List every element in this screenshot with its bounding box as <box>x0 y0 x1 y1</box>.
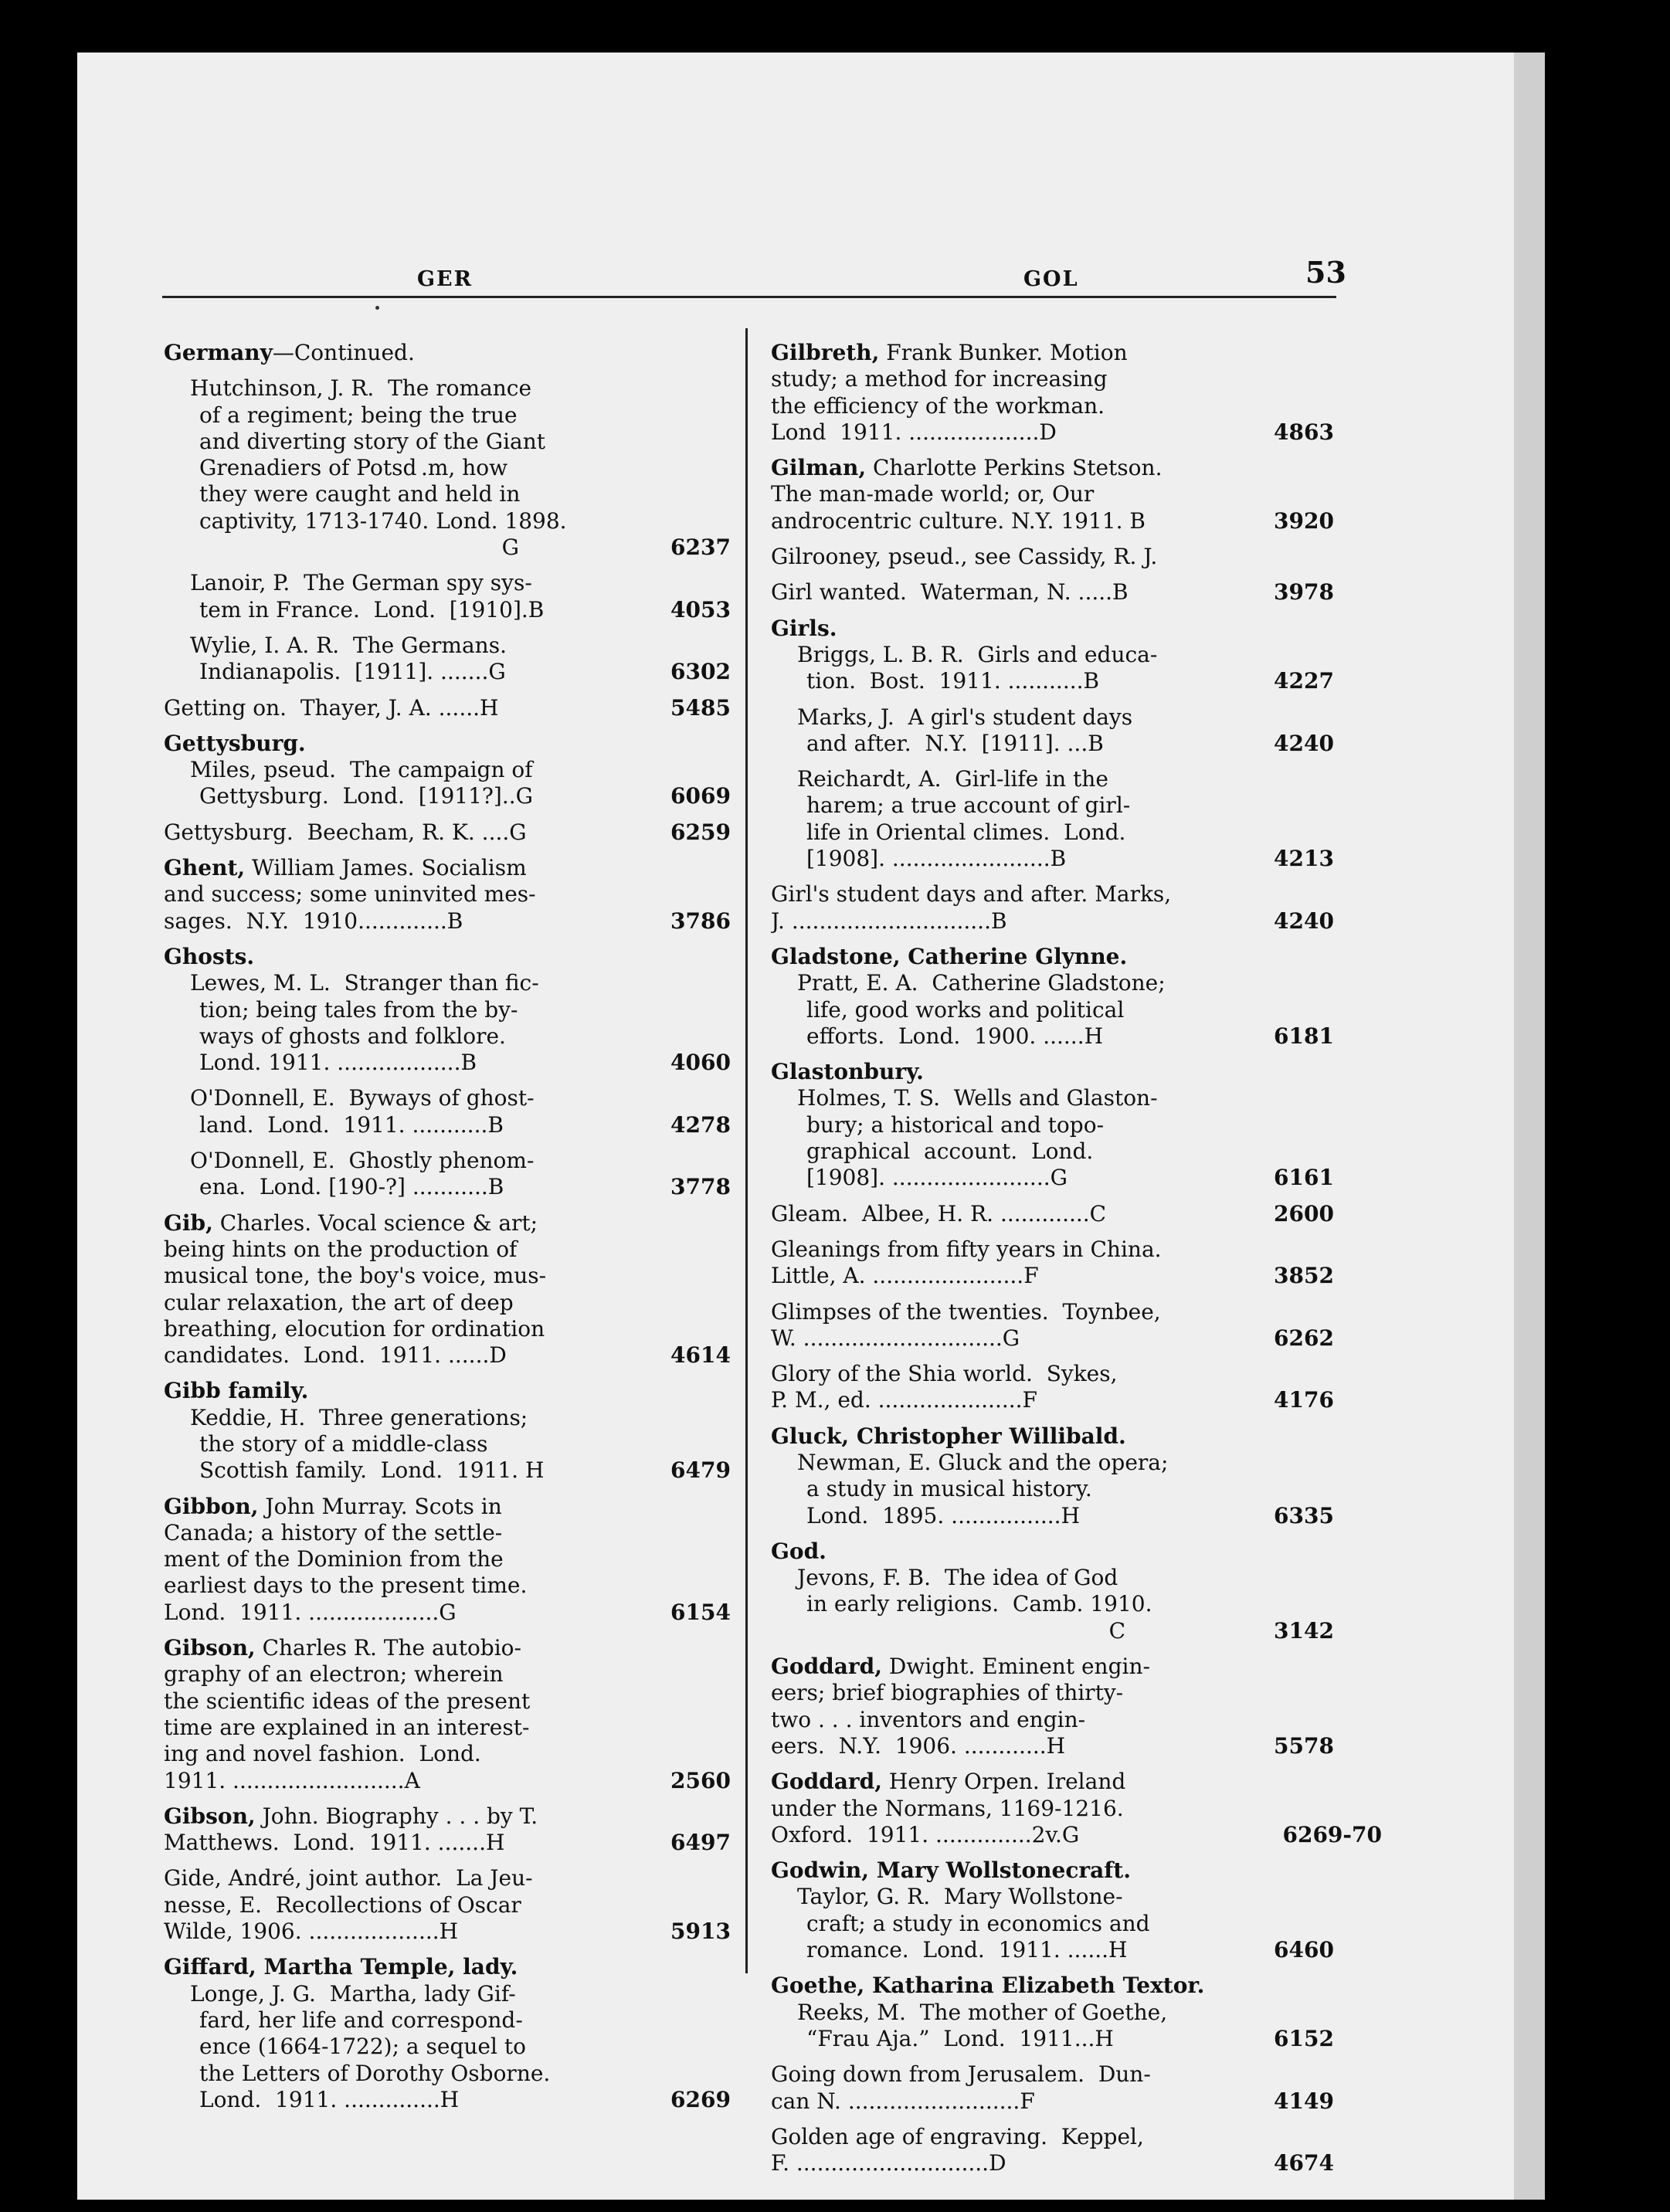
entry-line: the story of a middle-class <box>199 1430 488 1457</box>
entry-line: Lond 1911. ...................D <box>771 419 1057 445</box>
subject-heading: Giffard, Martha Temple, lady. <box>164 1954 518 1980</box>
index-entry <box>771 943 1334 1050</box>
entry-line: Gleanings from fifty years in China. <box>771 1236 1162 1262</box>
entry-line: the scientific ideas of the present <box>164 1688 531 1714</box>
entry-heading-line <box>164 340 624 366</box>
running-head-right: GOL <box>1023 267 1079 291</box>
entry-line: Scottish family. Lond. 1911. H <box>199 1457 545 1484</box>
index-entry <box>771 1538 1334 1644</box>
entry-line: Keddie, H. Three generations; <box>190 1404 528 1430</box>
index-entry <box>164 819 731 846</box>
call-number: 6497 <box>670 1830 731 1856</box>
entry-line: ways of ghosts and folklore. <box>199 1023 506 1049</box>
entry-line: tion; being tales from the by- <box>199 996 518 1023</box>
entry-line: Gleam. Albee, H. R. .............C <box>771 1200 1107 1226</box>
entry-heading-line <box>164 731 624 757</box>
subject-heading: Gibb family. <box>164 1378 309 1404</box>
entry-line: Lewes, M. L. Stranger than fic- <box>190 970 539 996</box>
entry-line: G <box>199 534 519 561</box>
index-column-left <box>164 340 731 2122</box>
entry-text: Dwight. Eminent engin- <box>881 1654 1150 1680</box>
entry-line: 1911. .........................A <box>164 1767 420 1793</box>
entry-line: of a regiment; being the true <box>199 402 518 428</box>
index-entry <box>771 1973 1334 2052</box>
entry-line: the efficiency of the workman. <box>771 392 1105 419</box>
entry-text: John Murray. Scots in <box>258 1493 502 1519</box>
entry-line: ing and novel fashion. Lond. <box>164 1741 481 1767</box>
call-number: 5578 <box>1274 1732 1334 1759</box>
index-entry <box>164 632 731 686</box>
entry-heading-line <box>771 616 1231 642</box>
entry-line: Lond. 1911. ..............H <box>199 2086 460 2112</box>
index-entry <box>771 1361 1334 1414</box>
subject-heading: Gluck, Christopher Willibald. <box>771 1423 1126 1449</box>
entry-line: C <box>806 1617 1126 1644</box>
call-number: 4674 <box>1274 2150 1334 2176</box>
index-entry <box>164 340 624 366</box>
entry-line: Wylie, I. A. R. The Germans. <box>190 632 507 658</box>
entry-line: being hints on the production of <box>164 1236 518 1262</box>
entry-line: Marks, J. A girl's student days <box>797 704 1133 730</box>
entry-line: Lond. 1911. ...................G <box>164 1599 457 1625</box>
index-entry <box>771 1423 1334 1529</box>
index-entry <box>771 704 1334 758</box>
index-entry <box>771 544 1231 570</box>
page-gutter-left <box>0 0 77 2212</box>
entry-line: [1908]. .......................B <box>806 846 1067 872</box>
index-entry <box>771 579 1334 606</box>
call-number: 4227 <box>1274 668 1334 694</box>
page-number: 53 <box>1305 255 1346 290</box>
call-number: 4240 <box>1274 730 1334 756</box>
entry-line: Oxford. 1911. ..............2v.G <box>771 1821 1080 1847</box>
entry-line: Grenadiers of Potsd .m, how <box>199 455 508 481</box>
call-number: 6302 <box>670 659 731 685</box>
entry-line: harem; a true account of girl- <box>806 792 1131 819</box>
entry-line: nesse, E. Recollections of Oscar <box>164 1891 521 1918</box>
index-entry <box>771 1298 1334 1352</box>
call-number: 4240 <box>1274 908 1334 934</box>
entry-line: life, good works and political <box>806 996 1125 1023</box>
entry-heading-line <box>164 1210 624 1237</box>
entry-text: —Continued. <box>272 340 415 365</box>
entry-heading-line <box>164 1803 624 1830</box>
call-number: 4176 <box>1274 1387 1334 1413</box>
call-number: 3978 <box>1274 579 1334 606</box>
entry-line: J. .............................B <box>771 908 1007 934</box>
entry-line: Reichardt, A. Girl-life in the <box>797 766 1108 792</box>
subject-heading: Germany <box>164 340 273 365</box>
entry-line: earliest days to the present time. <box>164 1572 528 1599</box>
entry-heading-line <box>164 1494 624 1520</box>
entry-line: sages. N.Y. 1910.............B <box>164 908 463 934</box>
call-number: 4060 <box>670 1050 731 1076</box>
index-entry <box>164 1954 731 2113</box>
entry-line: eers; brief biographies of thirty- <box>771 1680 1124 1706</box>
entry-line: F. ............................D <box>771 2150 1006 2176</box>
subject-heading: Gibson, <box>164 1635 256 1661</box>
entry-line: candidates. Lond. 1911. ......D <box>164 1342 507 1369</box>
subject-heading: Glastonbury. <box>771 1059 924 1085</box>
entry-line: androcentric culture. N.Y. 1911. B <box>771 507 1146 534</box>
entry-line: Lond. 1895. ................H <box>806 1502 1080 1528</box>
entry-heading-line <box>164 1378 624 1404</box>
entry-line: eers. N.Y. 1906. ............H <box>771 1732 1066 1759</box>
entry-line: tion. Bost. 1911. ...........B <box>806 668 1100 694</box>
entry-heading-line <box>771 1973 1231 1999</box>
entry-heading-line <box>164 1954 624 1980</box>
call-number: 6479 <box>670 1457 731 1484</box>
subject-heading: Gibbon, <box>164 1493 259 1519</box>
entry-line: efforts. Lond. 1900. ......H <box>806 1023 1104 1049</box>
index-entry <box>164 694 731 721</box>
subject-heading: Ghent, <box>164 855 246 881</box>
index-entry <box>164 1865 731 1945</box>
subject-heading: Goddard, <box>771 1654 882 1680</box>
call-number: 6181 <box>1274 1023 1334 1049</box>
index-column-right <box>771 340 1382 2186</box>
entry-heading-line <box>771 1423 1231 1450</box>
entry-line: Gilrooney, pseud., see Cassidy, R. J. <box>771 544 1158 570</box>
call-number: 6161 <box>1274 1165 1334 1191</box>
entry-line: cular relaxation, the art of deep <box>164 1289 514 1315</box>
entry-line: ena. Lond. [190-?] ...........B <box>199 1174 504 1200</box>
entry-line: O'Donnell, E. Ghostly phenom- <box>190 1148 535 1174</box>
entry-line: they were caught and held in <box>199 481 521 507</box>
call-number: 6262 <box>1274 1325 1334 1351</box>
entry-line: Glory of the Shia world. Sykes, <box>771 1361 1118 1387</box>
subject-heading: Godwin, Mary Wollstonecraft. <box>771 1857 1131 1884</box>
entry-line: Reeks, M. The mother of Goethe, <box>797 1999 1168 2025</box>
index-entry <box>164 1085 731 1138</box>
entry-line: can N. .........................F <box>771 2088 1035 2114</box>
entry-heading-line <box>164 1635 624 1661</box>
entry-line: P. M., ed. .....................F <box>771 1387 1037 1413</box>
entry-line: land. Lond. 1911. ...........B <box>199 1111 504 1138</box>
index-entry <box>771 615 1334 695</box>
entry-line: Jevons, F. B. The idea of God <box>797 1565 1118 1591</box>
running-head-left: GER <box>417 267 474 291</box>
index-entry <box>771 1059 1334 1191</box>
index-entry <box>164 730 731 810</box>
call-number: 4053 <box>670 596 731 623</box>
ink-dot <box>375 306 379 310</box>
entry-line: the Letters of Dorothy Osborne. <box>199 2060 551 2086</box>
call-number: 6269-70 <box>1282 1821 1382 1847</box>
entry-line: two . . . inventors and engin- <box>771 1706 1086 1732</box>
entry-text: Charles R. The autobio- <box>255 1635 521 1661</box>
entry-line: breathing, elocution for ordination <box>164 1315 545 1342</box>
index-entry <box>164 375 731 561</box>
entry-line: ment of the Dominion from the <box>164 1546 504 1572</box>
call-number: 3920 <box>1274 507 1334 534</box>
index-entry <box>771 340 1334 446</box>
entry-line: and success; some uninvited mes- <box>164 881 536 908</box>
index-entry <box>771 1769 1382 1848</box>
entry-text: Charles. Vocal science & art; <box>212 1209 538 1236</box>
entry-heading-line <box>771 1857 1231 1884</box>
index-entry <box>164 570 731 623</box>
entry-line: Holmes, T. S. Wells and Glaston- <box>797 1085 1158 1111</box>
entry-text: Frank Bunker. Motion <box>879 340 1128 365</box>
entry-text: William James. Socialism <box>245 855 527 881</box>
call-number: 6069 <box>670 783 731 809</box>
call-number: 4278 <box>670 1111 731 1138</box>
subject-heading: Ghosts. <box>164 943 255 969</box>
index-entry <box>164 1209 731 1369</box>
entry-line: life in Oriental climes. Lond. <box>806 819 1126 845</box>
entry-line: a study in musical history. <box>806 1476 1092 1502</box>
entry-line: Indianapolis. [1911]. .......G <box>199 659 506 685</box>
index-entry <box>164 1635 731 1794</box>
entry-line: Matthews. Lond. 1911. .......H <box>164 1830 505 1856</box>
entry-line: under the Normans, 1169-1216. <box>771 1795 1124 1821</box>
entry-line: bury; a historical and topo- <box>806 1111 1105 1138</box>
call-number: 2560 <box>670 1767 731 1793</box>
entry-line: Wilde, 1906. ...................H <box>164 1919 459 1945</box>
entry-line: Girl's student days and after. Marks, <box>771 881 1172 908</box>
call-number: 6460 <box>1274 1937 1334 1963</box>
entry-line: ence (1664-1722); a sequel to <box>199 2034 526 2060</box>
call-number: 4614 <box>670 1342 731 1369</box>
call-number: 4149 <box>1274 2088 1334 2114</box>
entry-text: Charlotte Perkins Stetson. <box>866 455 1163 481</box>
index-entry <box>164 1378 731 1484</box>
subject-heading: Girls. <box>771 615 837 641</box>
entry-line: Gide, André, joint author. La Jeu- <box>164 1865 533 1891</box>
index-entry <box>164 1493 731 1626</box>
call-number: 6152 <box>1274 2025 1334 2051</box>
entry-line: Golden age of engraving. Keppel, <box>771 2123 1144 2149</box>
index-entry <box>164 855 731 935</box>
entry-line: and after. N.Y. [1911]. ...B <box>806 730 1104 756</box>
entry-line: Newman, E. Gluck and the opera; <box>797 1449 1169 1475</box>
entry-heading-line <box>771 455 1231 481</box>
entry-line: Pratt, E. A. Catherine Gladstone; <box>797 970 1166 996</box>
entry-line: [1908]. .......................G <box>806 1165 1068 1191</box>
entry-line: Miles, pseud. The campaign of <box>190 757 533 783</box>
entry-line: Lond. 1911. ..................B <box>199 1050 477 1076</box>
entry-line: Canada; a history of the settle- <box>164 1519 503 1545</box>
entry-line: Girl wanted. Waterman, N. .....B <box>771 579 1129 606</box>
entry-heading-line <box>771 1539 1231 1565</box>
subject-heading: Gib, <box>164 1209 213 1236</box>
call-number: 3786 <box>670 908 731 934</box>
call-number: 4863 <box>1274 419 1334 445</box>
entry-heading-line <box>771 1769 1231 1795</box>
index-entry <box>771 1200 1334 1227</box>
subject-heading: Gladstone, Catherine Glynne. <box>771 943 1128 969</box>
call-number: 6259 <box>670 819 731 845</box>
entry-line: Lanoir, P. The German spy sys- <box>190 570 532 596</box>
subject-heading: Gibson, <box>164 1803 256 1829</box>
call-number: 3852 <box>1274 1263 1334 1289</box>
subject-heading: Goethe, Katharina Elizabeth Textor. <box>771 1973 1205 1999</box>
entry-line: fard, her life and correspond- <box>199 2007 523 2033</box>
index-entry <box>771 2061 1334 2115</box>
column-divider <box>745 328 748 1973</box>
index-entry <box>164 943 731 1076</box>
index-entry <box>771 881 1334 935</box>
index-entry <box>771 1236 1334 1290</box>
entry-heading-line <box>771 944 1231 970</box>
entry-line: Gettysburg. Beecham, R. K. ....G <box>164 819 527 845</box>
entry-line: Little, A. ......................F <box>771 1263 1039 1289</box>
entry-line: tem in France. Lond. [1910].B <box>199 596 545 623</box>
entry-line: “Frau Aja.” Lond. 1911...H <box>806 2025 1114 2051</box>
call-number: 6335 <box>1274 1502 1334 1528</box>
header-rule <box>162 296 1336 298</box>
call-number: 4213 <box>1274 846 1334 872</box>
subject-heading: God. <box>771 1538 827 1564</box>
entry-line: time are explained in an interest- <box>164 1714 530 1740</box>
entry-text: John. Biography . . . by T. <box>255 1803 538 1829</box>
entry-line: craft; a study in economics and <box>806 1910 1150 1936</box>
call-number: 5913 <box>670 1919 731 1945</box>
entry-line: romance. Lond. 1911. ......H <box>806 1937 1128 1963</box>
entry-line: and diverting story of the Giant <box>199 428 546 454</box>
index-entry <box>771 2123 1334 2177</box>
entry-line: Gettysburg. Lond. [1911?]..G <box>199 783 533 809</box>
entry-heading-line <box>164 944 624 970</box>
entry-line: Taylor, G. R. Mary Wollstone- <box>797 1884 1123 1910</box>
subject-heading: Gettysburg. <box>164 730 306 756</box>
entry-line: W. .............................G <box>771 1325 1020 1351</box>
call-number: 2600 <box>1274 1200 1334 1226</box>
index-entry <box>164 1803 731 1857</box>
call-number: 3778 <box>670 1174 731 1200</box>
entry-line: musical tone, the boy's voice, mus- <box>164 1263 547 1289</box>
entry-line: Glimpses of the twenties. Toynbee, <box>771 1298 1161 1325</box>
entry-line: in early religions. Camb. 1910. <box>806 1591 1152 1617</box>
call-number: 6269 <box>670 2086 731 2112</box>
entry-line: Briggs, L. B. R. Girls and educa- <box>797 641 1158 667</box>
entry-line: Longe, J. G. Martha, lady Gif- <box>190 1980 516 2007</box>
index-entry <box>771 1857 1334 1963</box>
entry-line: Hutchinson, J. R. The romance <box>190 375 532 402</box>
index-entry <box>771 1654 1334 1759</box>
subject-heading: Goddard, <box>771 1769 882 1795</box>
entry-line: graphy of an electron; wherein <box>164 1661 504 1688</box>
call-number: 6237 <box>670 534 731 561</box>
call-number: 6154 <box>670 1599 731 1625</box>
index-entry <box>164 1148 731 1201</box>
call-number: 5485 <box>670 694 731 721</box>
entry-line: graphical account. Lond. <box>806 1138 1094 1165</box>
entry-heading-line <box>771 1059 1231 1085</box>
entry-text: Henry Orpen. Ireland <box>881 1769 1126 1795</box>
entry-line: O'Donnell, E. Byways of ghost- <box>190 1085 535 1111</box>
index-entry <box>771 455 1334 534</box>
subject-heading: Gilbreth, <box>771 340 880 365</box>
call-number: 3142 <box>1274 1617 1334 1644</box>
entry-line: The man-made world; or, Our <box>771 481 1095 507</box>
index-entry <box>771 766 1334 872</box>
entry-line: captivity, 1713-1740. Lond. 1898. <box>199 507 567 534</box>
entry-line: Going down from Jerusalem. Dun- <box>771 2061 1151 2088</box>
entry-line: Getting on. Thayer, J. A. ......H <box>164 694 499 721</box>
entry-heading-line <box>771 340 1231 366</box>
entry-line: study; a method for increasing <box>771 366 1108 392</box>
entry-heading-line <box>771 1654 1231 1680</box>
entry-heading-line <box>164 855 624 881</box>
subject-heading: Gilman, <box>771 455 867 481</box>
page-edge <box>1514 53 1545 2200</box>
